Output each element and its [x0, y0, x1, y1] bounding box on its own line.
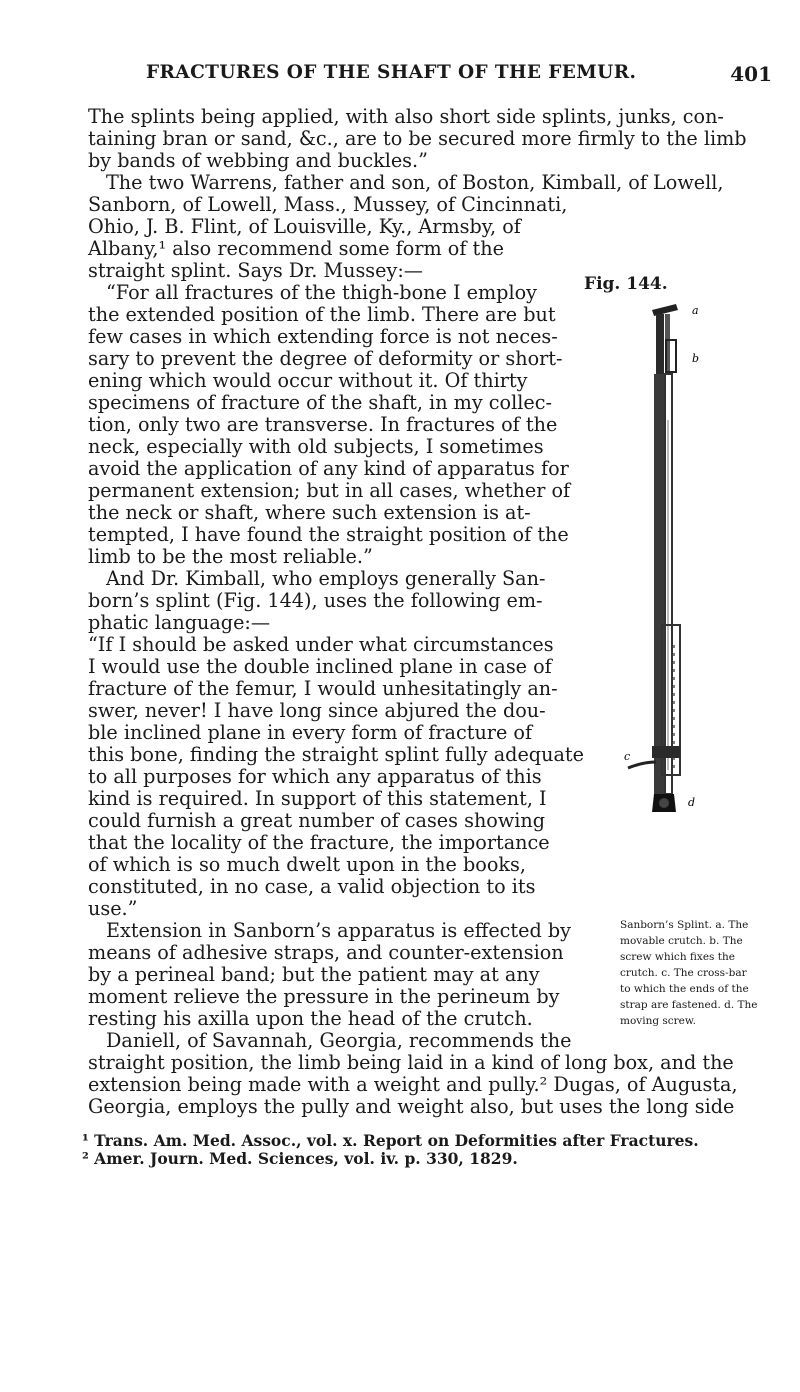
- body-line: means of adhesive straps, and counter-extension: [88, 941, 564, 964]
- figure-caption-line: Sanborn’s Splint. a. The: [620, 919, 749, 931]
- body-line: neck, especially with old subjects, I sometimes: [88, 435, 544, 458]
- body-line: Extension in Sanborn’s apparatus is effected by: [106, 919, 571, 942]
- running-header: [88, 62, 772, 96]
- figure-caption-line: crutch. c. The cross-bar: [620, 967, 747, 979]
- body-line: of which is so much dwelt upon in the books,: [88, 853, 526, 876]
- body-line: And Dr. Kimball, who employs generally San-: [106, 567, 546, 590]
- body-line: The two Warrens, father and son, of Boston, Kimball, of Lowell,: [106, 171, 724, 194]
- body-line: permanent extension; but in all cases, whether of: [88, 479, 571, 502]
- body-line: this bone, finding the straight splint fully adequate: [88, 743, 584, 766]
- body-line: taining bran or sand, &c., are to be secured more firmly to the limb: [88, 127, 747, 150]
- body-line: Albany,¹ also recommend some form of the: [88, 237, 504, 260]
- body-line: tion, only two are transverse. In fractures of the: [88, 413, 558, 436]
- body-line: few cases in which extending force is not neces-: [88, 325, 558, 348]
- figure-caption-line: moving screw.: [620, 1015, 696, 1027]
- body-line: to all purposes for which any apparatus of this: [88, 765, 542, 788]
- body-line: swer, never! I have long since abjured the dou-: [88, 699, 546, 722]
- body-line: use.”: [88, 897, 138, 920]
- label-b: b: [692, 352, 700, 365]
- figure-label: Fig. 144.: [584, 274, 668, 294]
- footnote: ¹ Trans. Am. Med. Assoc., vol. x. Report on Deformities after Fractures.: [82, 1131, 699, 1150]
- body-line: ble inclined plane in every form of fracture of: [88, 721, 533, 744]
- cross-bar: [652, 746, 680, 758]
- body-line: Daniell, of Savannah, Georgia, recommends the: [106, 1029, 572, 1052]
- figure-caption-line: strap are fastened. d. The: [620, 999, 758, 1011]
- label-a: a: [692, 304, 699, 317]
- figure-caption-line: movable crutch. b. The: [620, 935, 743, 947]
- body-line: Sanborn, of Lowell, Mass., Mussey, of Cincinnati,: [88, 193, 568, 216]
- body-line: specimens of fracture of the shaft, in my collec-: [88, 391, 552, 414]
- body-line: limb to be the most reliable.”: [88, 545, 373, 568]
- body-line: “For all fractures of the thigh-bone I employ: [106, 281, 537, 304]
- body-line: moment relieve the pressure in the perineum by: [88, 985, 560, 1008]
- body-line: sary to prevent the degree of deformity or short-: [88, 347, 563, 370]
- body-line: ening which would occur without it. Of thirty: [88, 369, 528, 392]
- body-line: “If I should be asked under what circumstances: [88, 633, 554, 656]
- crutch-shaft: [656, 314, 664, 374]
- footnote: ² Amer. Journ. Med. Sciences, vol. iv. p. 330, 1829.: [82, 1149, 518, 1168]
- sanborn-splint-illustration: [618, 300, 718, 820]
- label-d: d: [688, 796, 696, 809]
- body-line: extension being made with a weight and pully.² Dugas, of Augusta,: [88, 1073, 738, 1096]
- body-line: could furnish a great number of cases showing: [88, 809, 546, 832]
- page-number: 401: [730, 62, 772, 86]
- header-title: FRACTURES OF THE SHAFT OF THE FEMUR.: [146, 62, 637, 83]
- body-line: straight position, the limb being laid in a kind of long box, and the: [88, 1051, 734, 1074]
- body-line: born’s splint (Fig. 144), uses the following em-: [88, 589, 543, 612]
- body-line: phatic language:—: [88, 611, 271, 634]
- body-line: tempted, I have found the straight position of the: [88, 523, 569, 546]
- body-line: by a perineal band; but the patient may at any: [88, 963, 540, 986]
- body-line: that the locality of the fracture, the importance: [88, 831, 550, 854]
- body-line: kind is required. In support of this statement, I: [88, 787, 547, 810]
- body-line: The splints being applied, with also short side splints, junks, con-: [88, 105, 724, 128]
- figure-caption-line: to which the ends of the: [620, 983, 749, 995]
- body-line: avoid the application of any kind of apparatus for: [88, 457, 569, 480]
- figure-caption-line: screw which fixes the: [620, 951, 735, 963]
- body-line: the neck or shaft, where such extension is at-: [88, 501, 531, 524]
- body-line: fracture of the femur, I would unhesitatingly an-: [88, 677, 558, 700]
- body-line: the extended position of the limb. There are but: [88, 303, 556, 326]
- label-c: c: [624, 750, 631, 763]
- body-line: resting his axilla upon the head of the crutch.: [88, 1007, 533, 1030]
- body-line: Georgia, employs the pully and weight also, but uses the long side: [88, 1095, 735, 1118]
- body-line: Ohio, J. B. Flint, of Louisville, Ky., Armsby, of: [88, 215, 521, 238]
- body-line: I would use the double inclined plane in case of: [88, 655, 552, 678]
- body-line: straight splint. Says Dr. Mussey:—: [88, 259, 423, 282]
- body-line: by bands of webbing and buckles.”: [88, 149, 428, 172]
- body-line: constituted, in no case, a valid objection to its: [88, 875, 536, 898]
